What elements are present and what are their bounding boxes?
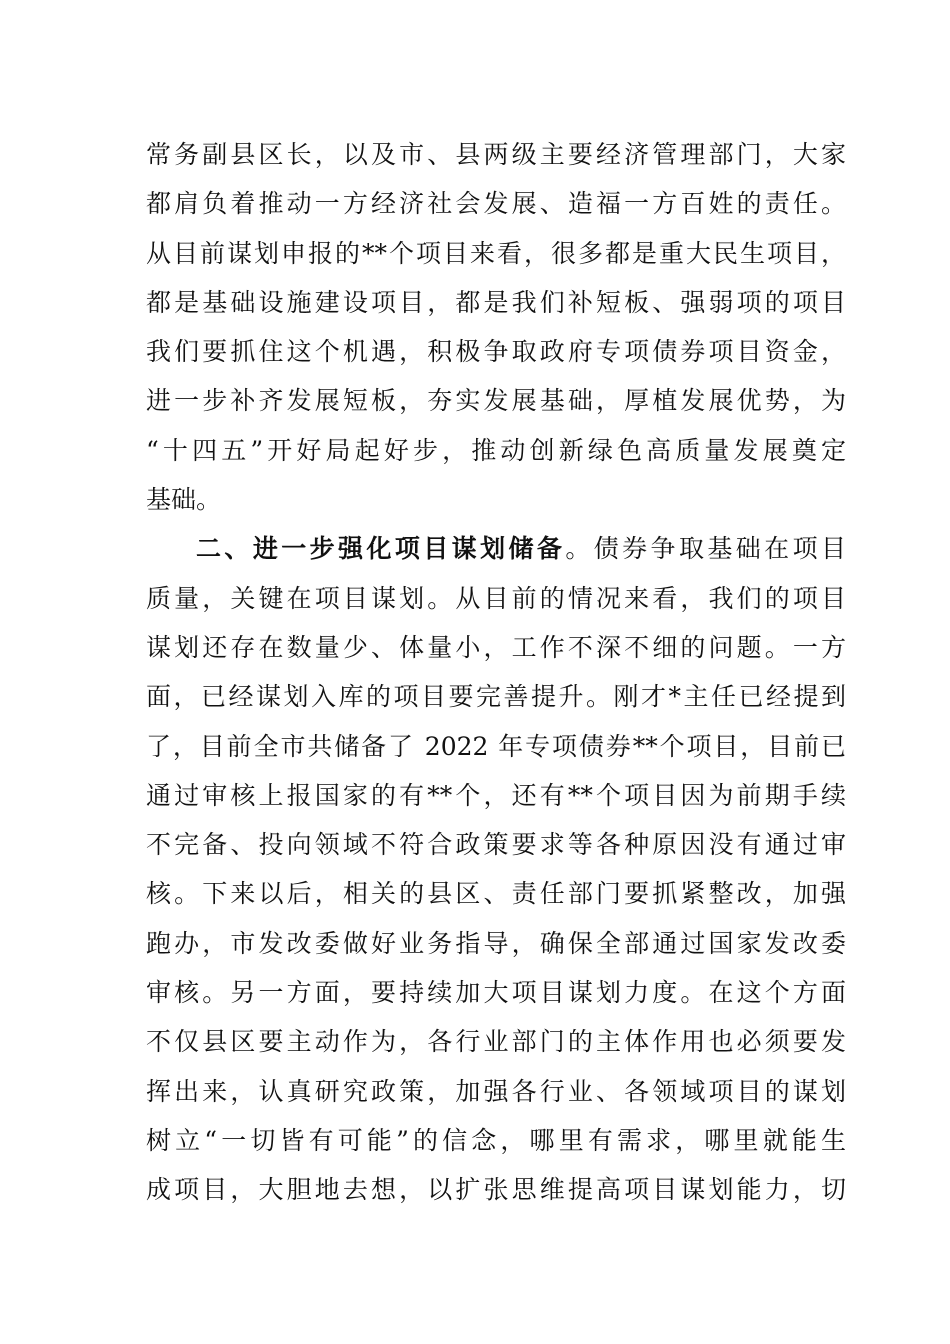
text-line: 核。下来以后，相关的县区、责任部门要抓紧整改，加强 (146, 879, 846, 909)
text-line: 树立“一切皆有可能”的信念，哪里有需求，哪里就能生 (146, 1125, 846, 1155)
text-line: 都是基础设施建设项目，都是我们补短板、强弱项的项目 (146, 287, 846, 317)
text-line: 通过审核上报国家的有**个，还有**个项目因为前期手续 (146, 780, 846, 810)
text-line: 挥出来，认真研究政策，加强各行业、各领域项目的谋划 (146, 1076, 846, 1106)
text-line: 了，目前全市共储备了 2022 年专项债券**个项目，目前已 (146, 731, 846, 761)
text-line: 谋划还存在数量少、体量小，工作不深不细的问题。一方 (146, 632, 846, 662)
text-line: 进一步补齐发展短板，夯实发展基础，厚植发展优势，为 (146, 386, 846, 416)
section-heading: 二、进一步强化项目谋划储备 (196, 534, 566, 564)
text-line: 跑办，市发改委做好业务指导，确保全部通过国家发改委 (146, 928, 846, 958)
text-line: 不仅县区要主动作为，各行业部门的主体作用也必须要发 (146, 1027, 846, 1057)
text-line: 质量，关键在项目谋划。从目前的情况来看，我们的项目 (146, 583, 846, 613)
text-line: 我们要抓住这个机遇，积极争取政府专项债券项目资金， (146, 337, 846, 367)
text-line: 不完备、投向领域不符合政策要求等各种原因没有通过审 (146, 830, 846, 860)
text-line: 成项目，大胆地去想，以扩张思维提高项目谋划能力，切 (146, 1175, 846, 1205)
text-line: 基础。 (146, 485, 222, 515)
text-line: 从目前谋划申报的**个项目来看，很多都是重大民生项目， (146, 238, 846, 268)
body-text (146, 130, 846, 1215)
section-heading-line (146, 524, 846, 573)
section-heading-tail: 。债券争取基础在项目 (565, 534, 846, 564)
text-line: 面，已经谋划入库的项目要完善提升。刚才*主任已经提到 (146, 682, 846, 712)
text-line: 审核。另一方面，要持续加大项目谋划力度。在这个方面 (146, 978, 846, 1008)
text-line: 都肩负着推动一方经济社会发展、造福一方百姓的责任。 (146, 189, 846, 219)
text-line: “十四五”开好局起好步，推动创新绿色高质量发展奠定 (146, 435, 846, 465)
text-line: 常务副县区长，以及市、县两级主要经济管理部门，大家 (146, 140, 846, 169)
